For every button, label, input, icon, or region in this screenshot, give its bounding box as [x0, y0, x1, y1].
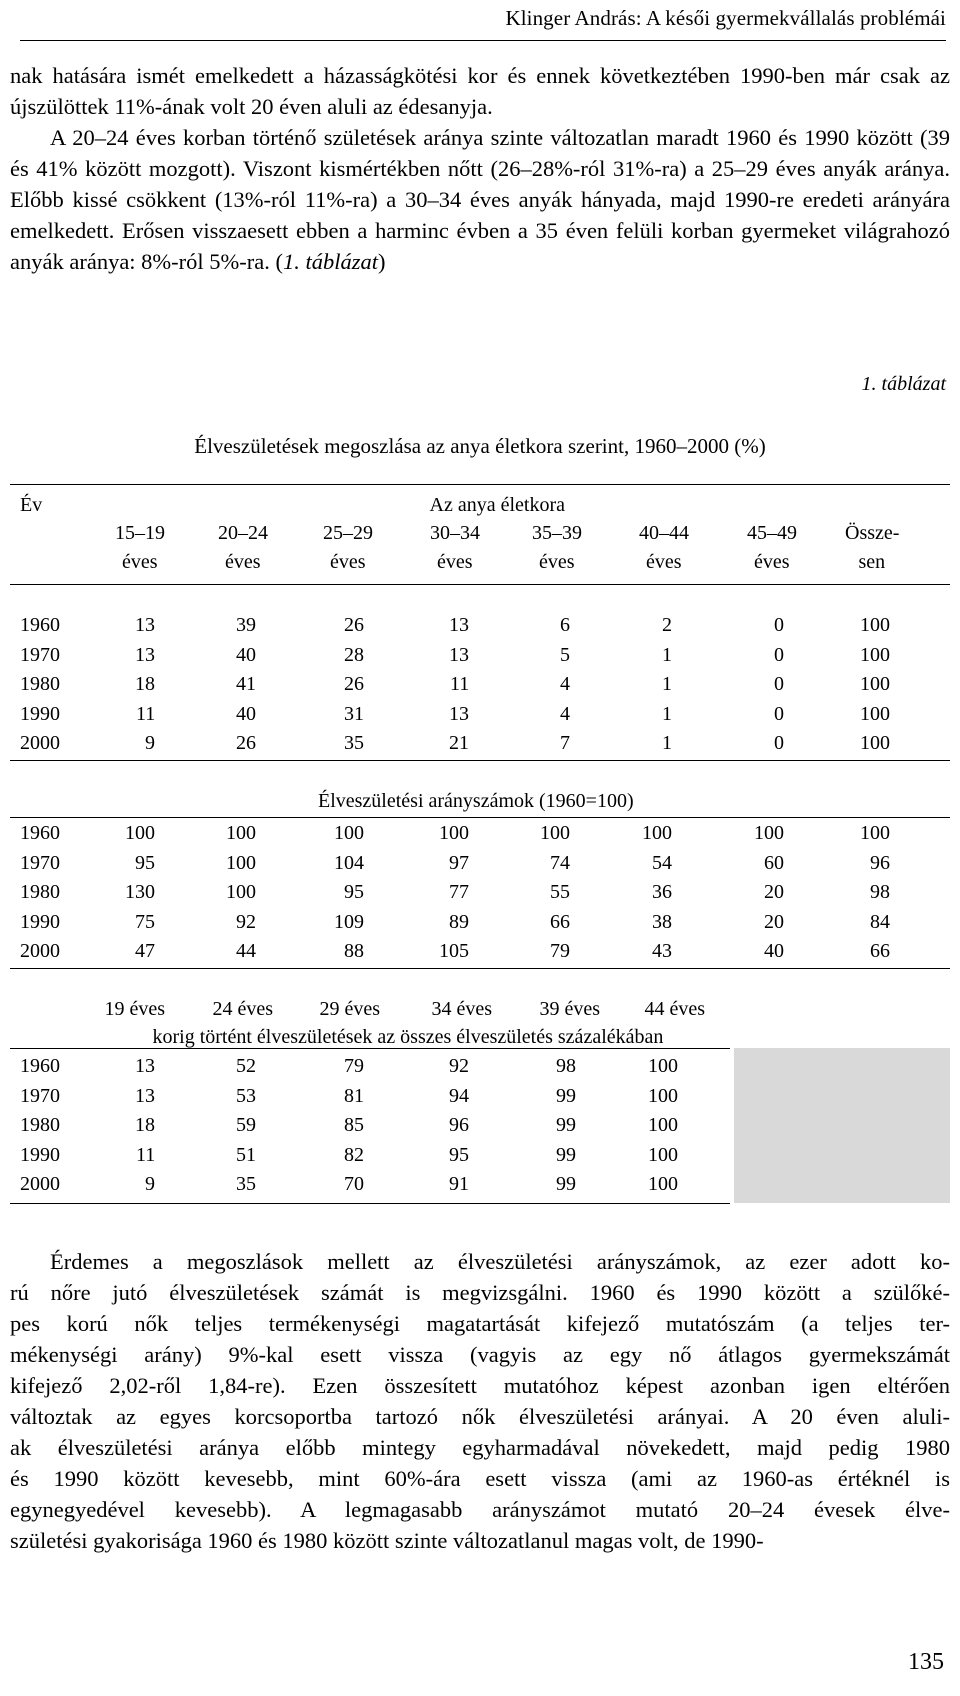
row-year: 1960 [20, 822, 60, 844]
table-cell: 100 [860, 702, 890, 725]
table-cell: 75 [135, 910, 155, 933]
age-column-unit: éves [754, 551, 790, 573]
page-number: 135 [908, 1649, 944, 1675]
table-cell: 40 [764, 940, 784, 962]
table-cell: 77 [449, 881, 469, 903]
table-cell: 6 [560, 614, 570, 636]
table-cell: 100 [648, 1055, 678, 1077]
table-cell: 55 [550, 881, 570, 903]
table-cell: 11 [136, 702, 156, 725]
row-year: 1970 [20, 1084, 60, 1107]
table-cell: 26 [236, 732, 256, 754]
section-title: Élveszületési arányszámok (1960=100) [318, 790, 634, 812]
table-cell: 11 [450, 673, 470, 695]
year-column-header: Év [20, 494, 43, 516]
table-cell: 1 [662, 673, 672, 695]
paragraph-line: kifejező 2,02-ről 1,84-re). Ezen összesített mutatóhoz képest azonban igen eltérően [10, 1373, 950, 1398]
table-cell: 5 [560, 643, 570, 666]
row-year: 1990 [20, 1143, 60, 1166]
age-group-header: Az anya életkora [429, 494, 565, 516]
table-cell: 20 [764, 881, 784, 903]
table-cell: 39 [236, 614, 256, 636]
paragraph-text: A 20–24 éves korban történő születések aránya szinte változatlan maradt 1960 és 1990 között (39 és 41% között mozgott). Viszont kismértékben nőtt (26–28%-ról 31%-ra) a 25–29 éves anyák aránya. Előbb kissé csökkent (13%-ról 11%-ra) a 30–34 éves anyák hányada, majd 1990-re eredeti arányára emelkedett. Erősen visszaesett ebben a harminc évben a 35 éven felüli korban gyermeket világrahozó anyák aránya: 8%-ról 5%-ra. (1. táblázat) [10, 125, 950, 274]
paragraph-line: és 1990 között kevesebb, mint 60%-ára esett vissza (ami az 1960-as értéknél is [10, 1466, 950, 1491]
table-cell: 74 [550, 851, 570, 874]
table-cell: 21 [449, 732, 469, 754]
table-cell: 100 [642, 822, 672, 844]
age-column-header: 25–29 [323, 522, 373, 544]
table-cell: 95 [449, 1143, 469, 1166]
table-cell: 79 [550, 940, 570, 962]
row-year: 1980 [20, 1114, 60, 1136]
table-cell: 79 [344, 1055, 364, 1077]
table-cell: 104 [334, 851, 364, 874]
row-year: 1960 [20, 614, 60, 636]
table-cell: 13 [449, 702, 469, 725]
table-cell: 105 [439, 940, 469, 962]
table-cell: 13 [449, 643, 469, 666]
table-cell: 100 [648, 1173, 678, 1195]
cumulative-column-header: 34 éves [431, 998, 493, 1020]
row-year: 1990 [20, 702, 60, 725]
paragraph-line: változtak az egyes korcsoportba tartozó nők élveszületési arányai. A 20 éven aluli- [10, 1404, 950, 1429]
table-cell: 1 [662, 643, 672, 666]
table-cell: 60 [764, 851, 784, 874]
table-cell: 28 [344, 643, 364, 666]
age-column-unit: éves [539, 551, 575, 573]
table-cell: 100 [226, 822, 256, 844]
table-cell: 41 [236, 673, 256, 695]
age-column-header: 45–49 [747, 522, 797, 544]
table-cell: 13 [135, 1084, 155, 1107]
table-label: 1. táblázat [861, 373, 946, 395]
table-cell: 100 [334, 822, 364, 844]
table-cell: 18 [135, 673, 155, 695]
paragraph-line: pes korú nők teljes termékenységi magatartását kifejező mutatószám (a teljes ter- [10, 1311, 950, 1336]
table-cell: 59 [236, 1114, 256, 1136]
running-title: Klinger András: A késői gyermekvállalás problémái [505, 6, 946, 30]
table-cell: 100 [540, 822, 570, 844]
table-top-rule [10, 484, 950, 485]
table-cell: 38 [652, 910, 672, 933]
table-cell: 1 [662, 702, 672, 725]
cumulative-column-header: 44 éves [644, 998, 706, 1020]
cumulative-column-header: 19 éves [104, 998, 166, 1020]
body-paragraph [10, 1246, 950, 1556]
table-cell: 95 [135, 851, 155, 874]
table-cell: 98 [870, 881, 890, 903]
table-cell: 4 [560, 702, 570, 725]
paragraph-line: mékenységi arány) 9%-kal esett vissza (vagyis az egy nő átlagos gyermekszámát [10, 1342, 950, 1367]
table-cell: 13 [135, 614, 155, 636]
table-cell: 7 [560, 732, 570, 754]
table-cell: 97 [449, 851, 469, 874]
age-column-header: 30–34 [430, 522, 480, 544]
row-year: 2000 [20, 940, 60, 962]
section-title: korig történt élveszületések az összes élveszületés százalékában [152, 1026, 664, 1048]
table-cell: 0 [774, 643, 784, 666]
table-cell: 0 [774, 614, 784, 636]
table-cell: 13 [449, 614, 469, 636]
table-cell: 100 [860, 614, 890, 636]
table-cell: 92 [449, 1055, 469, 1077]
table-cell: 18 [135, 1114, 155, 1136]
table-cell: 85 [344, 1114, 364, 1136]
table-caption: Élveszületések megoszlása az anya életkora szerint, 1960–2000 (%) [194, 434, 766, 458]
table-cell: 95 [344, 881, 364, 903]
table-cell: 92 [236, 910, 256, 933]
age-column-unit: éves [122, 551, 158, 573]
table-cell: 0 [774, 673, 784, 695]
row-year: 1990 [20, 910, 60, 933]
table-cell: 130 [125, 881, 155, 903]
age-column-unit: éves [330, 551, 366, 573]
table-cell: 84 [870, 910, 890, 933]
table-cell: 100 [860, 822, 890, 844]
table-cell: 100 [648, 1114, 678, 1136]
table-cell: 40 [236, 702, 256, 725]
table-cell: 20 [764, 910, 784, 933]
age-column-header: 40–44 [639, 522, 689, 544]
table-cell: 26 [344, 673, 364, 695]
paragraph-text: nak hatására ismét emelkedett a házasságkötési kor és ennek következtében 1990-ben már csak az újszülöttek 11%-ának volt 20 éven aluli az édesanyja. [10, 63, 950, 119]
table-cell: 36 [652, 881, 672, 903]
paragraph-line: születési gyakorisága 1960 és 1980 között szinte változatlanul magas volt, de 1990- [10, 1528, 764, 1553]
table-cell: 100 [226, 851, 256, 874]
table-cell: 66 [870, 940, 890, 962]
table-cell: 109 [334, 910, 364, 933]
table-cell: 100 [860, 673, 890, 695]
row-year: 1960 [20, 1055, 60, 1077]
table-cell: 100 [648, 1084, 678, 1107]
table-cell: 98 [556, 1055, 576, 1077]
table-cell: 9 [145, 732, 155, 754]
cumulative-column-header: 24 éves [212, 998, 274, 1020]
table-cell: 99 [556, 1143, 576, 1166]
table-cell: 82 [344, 1143, 364, 1166]
table-reference: 1. táblázat [283, 249, 379, 274]
table-cell: 44 [236, 940, 256, 962]
row-year: 1980 [20, 673, 60, 695]
table-cell: 11 [136, 1143, 156, 1166]
table-cell: 43 [652, 940, 672, 962]
header-bottom-rule [10, 584, 950, 585]
table-cell: 54 [652, 851, 672, 874]
paragraph-line: rú nőre jutó élveszületések számát is megvizsgálni. 1960 és 1990 között a szülőké- [10, 1280, 950, 1305]
age-column-unit: éves [225, 551, 261, 573]
table-cell: 26 [344, 614, 364, 636]
table-cell: 100 [754, 822, 784, 844]
table-cell: 52 [236, 1055, 256, 1077]
age-column-unit: éves [646, 551, 682, 573]
section1-bottom-rule [10, 760, 950, 761]
age-column-unit: sen [858, 551, 886, 573]
table-cell: 94 [449, 1084, 469, 1107]
table-cell: 53 [236, 1084, 256, 1107]
table-cell: 96 [449, 1114, 469, 1136]
section2-top-rule [10, 817, 950, 818]
section3-top-rule [10, 1048, 730, 1049]
row-year: 1970 [20, 643, 60, 666]
table-cell: 0 [774, 732, 784, 754]
table-cell: 35 [344, 732, 364, 754]
table-cell: 66 [550, 910, 570, 933]
table-cell: 70 [344, 1173, 364, 1195]
cumulative-column-header: 29 éves [319, 998, 381, 1020]
table-cell: 4 [560, 673, 570, 695]
age-column-unit: éves [437, 551, 473, 573]
table-cell: 99 [556, 1173, 576, 1195]
table-cell: 91 [449, 1173, 469, 1195]
age-column-header: 35–39 [532, 522, 582, 544]
table-cell: 13 [135, 1055, 155, 1077]
table-cell: 40 [236, 643, 256, 666]
table-cell: 1 [662, 732, 672, 754]
table-cell: 31 [344, 702, 364, 725]
section2-bottom-rule [10, 968, 950, 969]
age-column-header: 15–19 [115, 522, 165, 544]
table-cell: 99 [556, 1084, 576, 1107]
table-cell: 0 [774, 702, 784, 725]
table-cell: 88 [344, 940, 364, 962]
paragraph-line: Érdemes a megoszlások mellett az élveszületési arányszámok, az ezer adott ko- [50, 1249, 950, 1274]
table-cell: 96 [870, 851, 890, 874]
age-column-header: Össze- [845, 522, 900, 544]
age-column-header: 20–24 [218, 522, 268, 544]
table-cell: 100 [439, 822, 469, 844]
table-cell: 100 [226, 881, 256, 903]
table-cell: 2 [662, 614, 672, 636]
row-year: 2000 [20, 732, 60, 754]
shaded-empty-cells [734, 1048, 950, 1203]
table-cell: 89 [449, 910, 469, 933]
table-cell: 9 [145, 1173, 155, 1195]
cumulative-column-header: 39 éves [539, 998, 601, 1020]
table-cell: 100 [860, 732, 890, 754]
intro-paragraph [10, 60, 950, 277]
table-cell: 100 [648, 1143, 678, 1166]
table-cell: 81 [344, 1084, 364, 1107]
running-header [20, 0, 946, 41]
table-cell: 100 [860, 643, 890, 666]
row-year: 1970 [20, 851, 60, 874]
table-cell: 100 [125, 822, 155, 844]
table-cell: 35 [236, 1173, 256, 1195]
row-year: 1980 [20, 881, 60, 903]
table-cell: 51 [236, 1143, 256, 1166]
paragraph-line: ak élveszületési aránya előbb mintegy egyharmadával növekedett, majd pedig 1980 [10, 1435, 950, 1460]
row-year: 2000 [20, 1173, 60, 1195]
table-bottom-rule [10, 1203, 730, 1204]
table-cell: 99 [556, 1114, 576, 1136]
table-cell: 47 [135, 940, 155, 962]
paragraph-line: egynegyedével kevesebb). A legmagasabb arányszámot mutató 20–24 évesek élve- [10, 1497, 950, 1522]
table-cell: 13 [135, 643, 155, 666]
